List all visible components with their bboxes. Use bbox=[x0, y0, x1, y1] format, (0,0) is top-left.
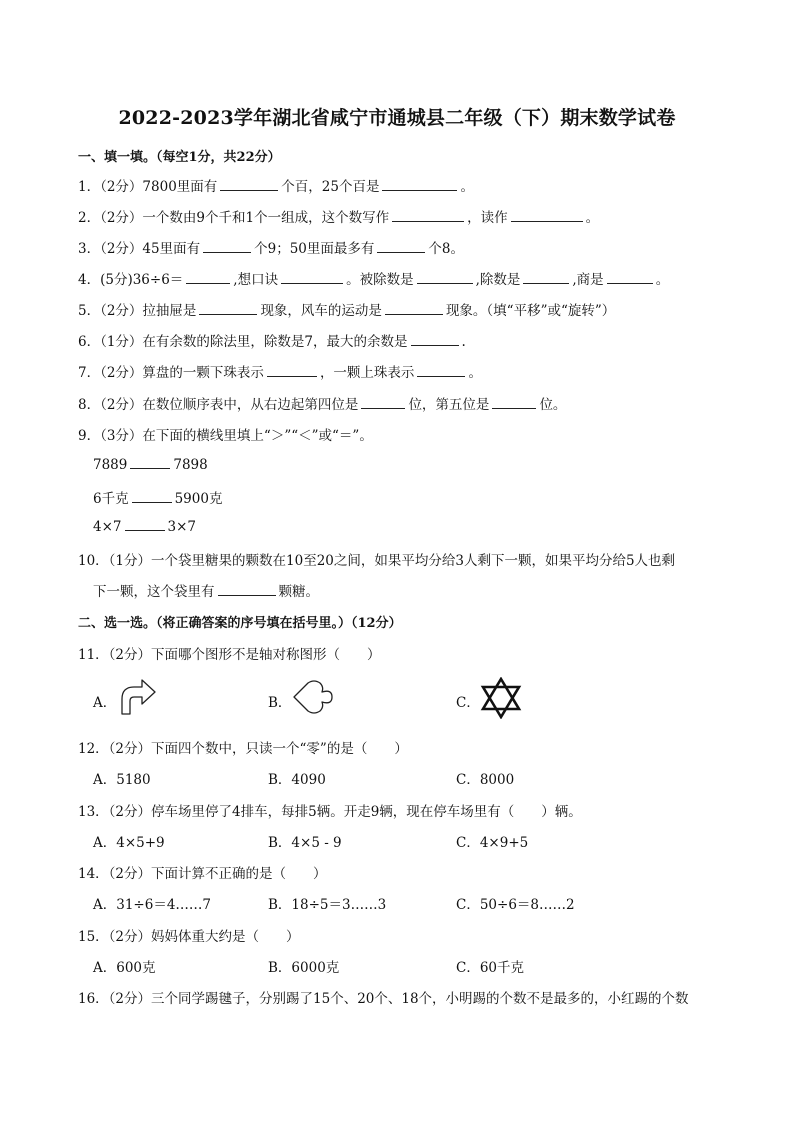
option-a[interactable]: A．31÷6＝4……7 bbox=[93, 897, 212, 913]
option-b[interactable]: B．18÷5＝3……3 bbox=[268, 897, 387, 913]
answer-blank[interactable] bbox=[199, 302, 257, 315]
question-4: 4．(5分)36÷6＝ ,想口诀 。被除数是 ,除数是 ,商是 。 bbox=[78, 272, 670, 288]
option-a[interactable]: A．600克 bbox=[93, 960, 156, 976]
question-12: 12．（2分）下面四个数中，只读一个“零”的是（ ） bbox=[78, 741, 408, 757]
answer-blank[interactable] bbox=[218, 583, 276, 596]
question-10: 10．（1分）一个袋里糖果的颗数在10至20之间，如果平均分给3人剩下一颗，如果平均分给5人也剩 bbox=[78, 553, 676, 569]
answer-blank[interactable] bbox=[492, 396, 536, 409]
question-14: 14．（2分）下面计算不正确的是（ ） bbox=[78, 866, 327, 882]
option-b[interactable]: B．4090 bbox=[268, 772, 326, 788]
question-15: 15．（2分）妈妈体重大约是（ ） bbox=[78, 929, 300, 945]
option-b[interactable]: B．6000克 bbox=[268, 960, 340, 976]
page-title: 2022-2023学年湖北省咸宁市通城县二年级（下）期末数学试卷 bbox=[118, 107, 676, 129]
option-b[interactable]: B．4×5 - 9 bbox=[268, 835, 342, 851]
option-c[interactable]: C．50÷6＝8……2 bbox=[456, 897, 575, 913]
answer-blank[interactable] bbox=[281, 271, 343, 284]
answer-blank[interactable] bbox=[523, 271, 569, 284]
question-16: 16．（2分）三个同学踢毽子，分别踢了15个、20个、18个，小明踢的个数不是最多的，小红踢的个数 bbox=[78, 991, 689, 1007]
compare-row: 7889 7898 bbox=[93, 457, 208, 473]
answer-blank[interactable] bbox=[267, 364, 317, 377]
option-b-label[interactable]: B． bbox=[268, 695, 292, 711]
answer-blank[interactable] bbox=[607, 271, 653, 284]
answer-blank[interactable] bbox=[132, 490, 172, 503]
question-6: 6．（1分）在有余数的除法里，除数是7，最大的余数是 . bbox=[78, 334, 466, 350]
answer-blank[interactable] bbox=[392, 209, 464, 222]
option-c[interactable]: C．60千克 bbox=[456, 960, 525, 976]
answer-blank[interactable] bbox=[220, 178, 278, 191]
compare-row: 6千克 5900克 bbox=[93, 491, 223, 507]
question-7: 7．（2分）算盘的一颗下珠表示 ，一颗上珠表示 。 bbox=[78, 365, 482, 381]
question-9: 9．（3分）在下面的横线里填上“＞”“＜”或“＝”。 bbox=[78, 428, 373, 444]
option-c[interactable]: C．8000 bbox=[456, 772, 515, 788]
option-c-label[interactable]: C． bbox=[456, 695, 480, 711]
six-pointed-star-icon bbox=[480, 677, 522, 719]
answer-blank[interactable] bbox=[382, 178, 457, 191]
answer-blank[interactable] bbox=[377, 240, 425, 253]
question-1: 1．（2分）7800里面有 个百，25个百是 。 bbox=[78, 179, 474, 195]
answer-blank[interactable] bbox=[130, 456, 170, 469]
answer-blank[interactable] bbox=[186, 271, 230, 284]
section-1-heading: 一、填一填。（每空1分，共22分） bbox=[78, 150, 281, 165]
option-c[interactable]: C．4×9+5 bbox=[456, 835, 529, 851]
section-2-heading: 二、选一选。（将正确答案的序号填在括号里。）（12分） bbox=[78, 616, 402, 631]
question-8: 8．（2分）在数位顺序表中，从右边起第四位是 位，第五位是 位。 bbox=[78, 397, 567, 413]
heart-icon bbox=[292, 680, 334, 714]
question-10-continued: 下一颗，这个袋里有 颗糖。 bbox=[93, 584, 319, 600]
answer-blank[interactable] bbox=[417, 364, 465, 377]
option-a[interactable]: A．5180 bbox=[93, 772, 151, 788]
question-2: 2．（2分）一个数由9个千和1个一组成，这个数写作 ，读作 。 bbox=[78, 210, 600, 226]
answer-blank[interactable] bbox=[511, 209, 583, 222]
answer-blank[interactable] bbox=[203, 240, 251, 253]
question-11: 11．（2分）下面哪个图形不是轴对称图形（ ） bbox=[78, 647, 381, 663]
question-5: 5．（2分）拉抽屉是 现象，风车的运动是 现象。（填“平移”或“旋转”） bbox=[78, 303, 616, 319]
option-a[interactable]: A．4×5+9 bbox=[93, 835, 165, 851]
compare-row: 4×7 3×7 bbox=[93, 519, 196, 535]
option-a-label[interactable]: A． bbox=[93, 695, 117, 711]
answer-blank[interactable] bbox=[385, 302, 443, 315]
answer-blank[interactable] bbox=[411, 333, 459, 346]
answer-blank[interactable] bbox=[361, 396, 405, 409]
answer-blank[interactable] bbox=[125, 518, 165, 531]
question-13: 13．（2分）停车场里停了4排车，每排5辆。开走9辆，现在停车场里有（ ）辆。 bbox=[78, 804, 582, 820]
turn-arrow-icon bbox=[118, 677, 158, 717]
question-3: 3．（2分）45里面有 个9；50里面最多有 个8。 bbox=[78, 241, 464, 257]
answer-blank[interactable] bbox=[417, 271, 473, 284]
